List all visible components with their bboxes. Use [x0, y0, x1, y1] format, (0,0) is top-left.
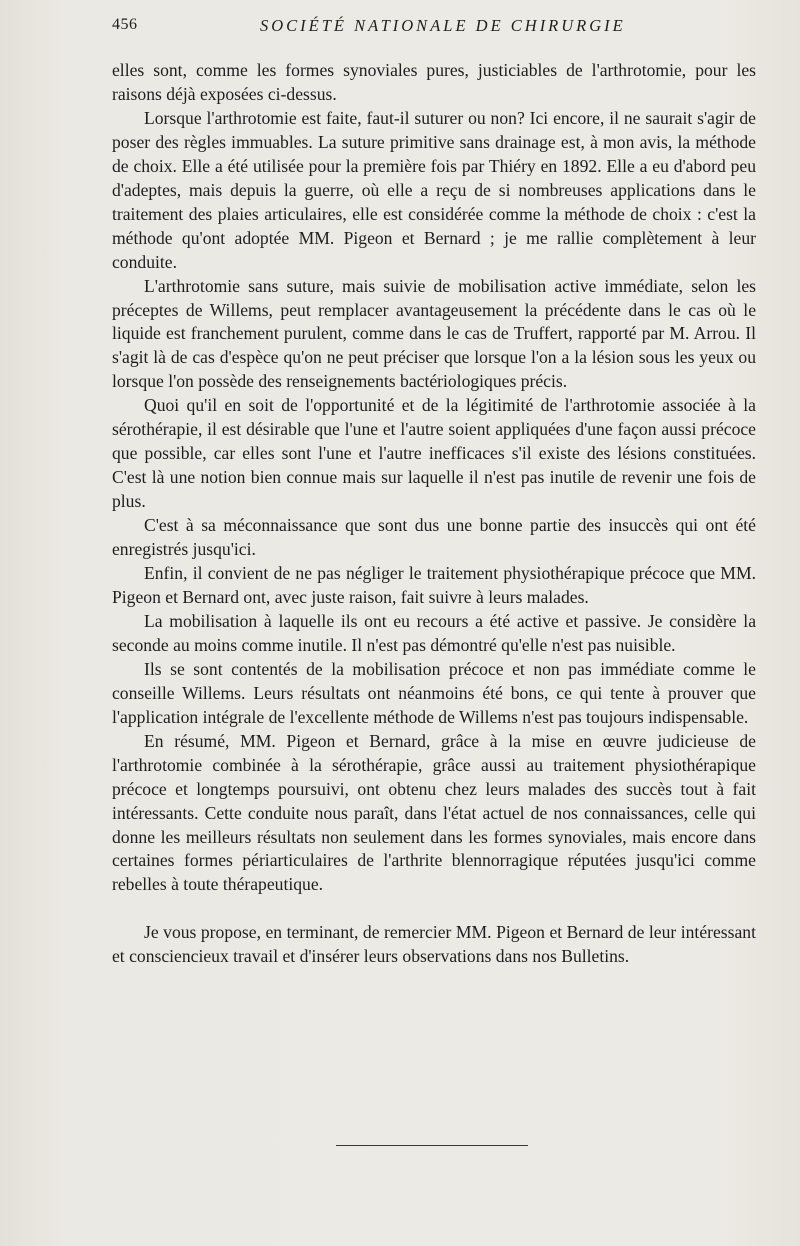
paragraph-physiotherapie: Enfin, il convient de ne pas négliger le traitement physiothérapique précoce que MM. Pigeon et Bernard ont, avec juste raison, fait suivre à leurs malades. — [112, 563, 756, 607]
article-body — [112, 59, 756, 969]
paragraph-resume: En résumé, MM. Pigeon et Bernard, grâce à la mise en œuvre judicieuse de l'arthrotomie combinée à la sérothérapie, grâce aussi au traitement physiothérapique précoce et longtemps poursuivi, ont obtenu chez leurs malades des succès tout à fait intéressants. Cette conduite nous paraît, dans l'état actuel de nos connaissances, celle qui donne les meilleurs résultats non seulement dans les formes synoviales, mais encore dans certaines formes périarticulaires de l'arthrite blennorragique réputées jusqu'ici comme rebelles à toute thérapeutique. — [112, 730, 756, 895]
paragraph-meconnaissance: C'est à sa méconnaissance que sont dus une bonne partie des insuccès qui ont été enregistrés jusqu'ici. — [112, 515, 756, 560]
page-header — [112, 16, 768, 40]
end-rule — [336, 1145, 528, 1146]
paragraph-willems: Ils se sont contentés de la mobilisation précoce et non pas immédiate comme le conseille Willems. Leurs résultats ont néanmoins été bons, ce qui tente à prouver que l'application intégrale de l'excellente méthode de Willems n'est pas toujours indispensable. — [112, 658, 756, 727]
paragraph-mobilisation: La mobilisation à laquelle ils ont eu recours a été active et passive. Je considère la seconde au moins comme inutile. Il n'est pas démontré qu'elle n'est pas nuisible. — [112, 610, 756, 655]
running-title: SOCIÉTÉ NATIONALE DE CHIRURGIE — [260, 16, 626, 35]
page-number: 456 — [112, 16, 138, 33]
paragraph-arthrotomie-sans-suture: L'arthrotomie sans suture, mais suivie de mobilisation active immédiate, selon les préceptes de Willems, peut remplacer avantageusement la précédente dans le cas où le liquide est franchement purulent, comme dans le cas de Truffert, rapporté par M. Arrou. Il s'agit là de cas d'espèce qu'on ne peut préciser que lorsque l'on a la lésion sous les yeux ou lorsque l'on possède des renseignements bactériologiques précis. — [112, 275, 756, 392]
paragraph-opportunite: Quoi qu'il en soit de l'opportunité et de la légitimité de l'arthrotomie associée à la sérothérapie, il est désirable que l'une et l'autre soient appliquées d'une façon aussi précoce que possible, car elles sont l'une et l'autre inefficaces s'il existe des lésions constituées. C'est là une notion bien connue mais sur laquelle il n'est pas inutile de revenir une fois de plus. — [112, 395, 756, 512]
paragraph-suture: Lorsque l'arthrotomie est faite, faut-il suturer ou non? Ici encore, il ne saurait s'agir de poser des règles immuables. La suture primitive sans drainage est, à mon avis, la méthode de choix. Elle a été utilisée pour la première fois par Thiéry en 1892. Elle a eu d'abord peu d'adeptes, mais depuis la guerre, où elle a reçu de si nombreuses applications dans le traitement des plaies articulaires, elle est considérée comme la méthode de choix : c'est la méthode qu'ont adoptée MM. Pigeon et Bernard ; je me rallie complètement à leur conduite. — [112, 107, 756, 272]
paragraph-continuation: elles sont, comme les formes synoviales pures, justiciables de l'arthrotomie, pour les raisons déjà exposées ci-dessus. — [112, 60, 756, 104]
paragraph-conclusion: Je vous propose, en terminant, de remercier MM. Pigeon et Bernard de leur intéressant et consciencieux travail et d'insérer leurs observations dans nos Bulletins. — [112, 922, 756, 967]
